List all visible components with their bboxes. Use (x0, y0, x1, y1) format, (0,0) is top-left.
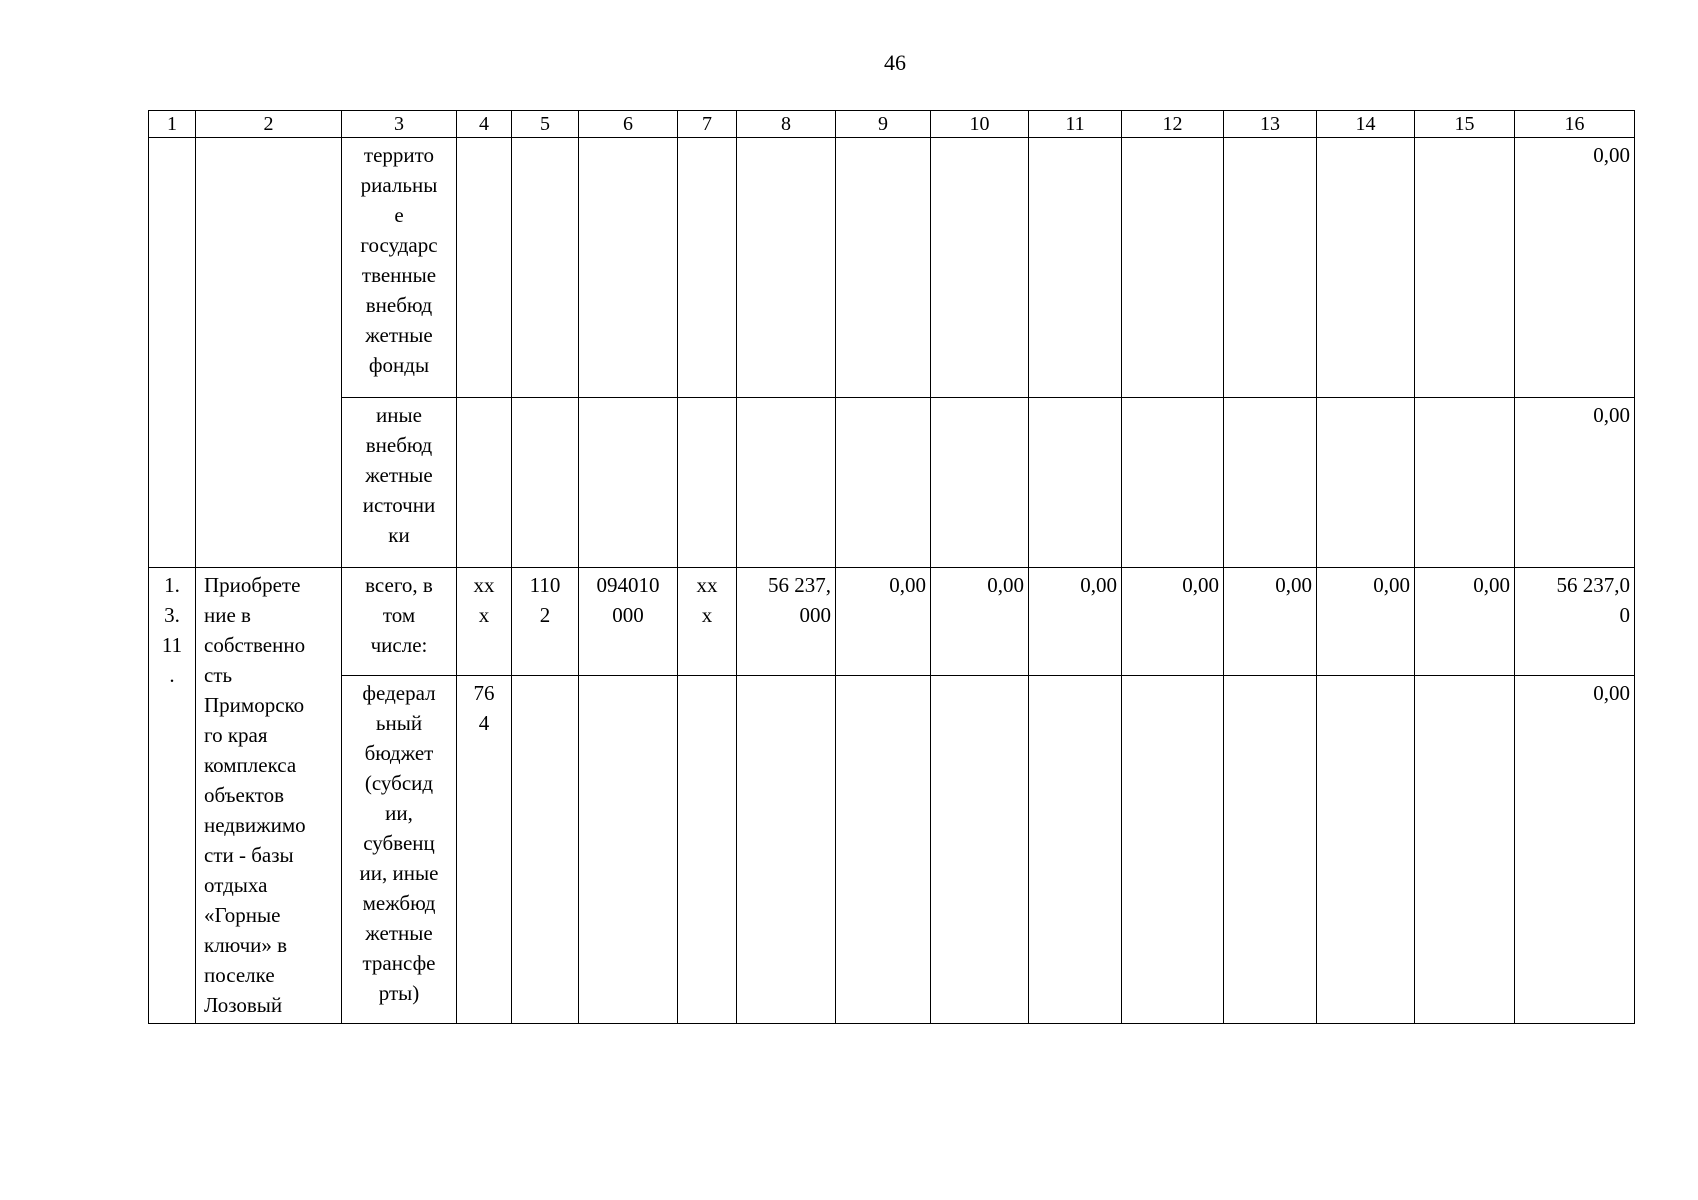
header-cell: 3 (342, 111, 457, 138)
cell-col5: 110 2 (512, 568, 579, 676)
header-cell: 5 (512, 111, 579, 138)
header-cell: 6 (579, 111, 678, 138)
header-cell: 13 (1224, 111, 1317, 138)
header-cell: 2 (196, 111, 342, 138)
cell-col4: хх х (457, 568, 512, 676)
cell-col4: 76 4 (457, 676, 512, 1024)
cell-col15: 0,00 (1415, 568, 1515, 676)
header-cell: 15 (1415, 111, 1515, 138)
header-cell: 11 (1029, 111, 1122, 138)
cell-col14: 0,00 (1317, 568, 1415, 676)
cell-col11: 0,00 (1029, 568, 1122, 676)
cell-col8: 56 237, 000 (737, 568, 836, 676)
table-row (149, 138, 1635, 398)
table-row (149, 568, 1635, 676)
cell-col6: 094010 000 (579, 568, 678, 676)
table-row (149, 676, 1635, 1024)
source-cell: всего, в том числе: (342, 568, 457, 676)
item-name-cell (196, 138, 342, 568)
total-cell: 0,00 (1515, 398, 1635, 568)
cell-col16: 0,00 (1515, 676, 1635, 1024)
cell-col7: хх х (678, 568, 737, 676)
cell-col16: 56 237,0 0 (1515, 568, 1635, 676)
item-number-cell (149, 138, 196, 568)
budget-table (148, 110, 1635, 1024)
cell-col13: 0,00 (1224, 568, 1317, 676)
header-row (149, 111, 1635, 138)
header-cell: 8 (737, 111, 836, 138)
header-cell: 4 (457, 111, 512, 138)
page-number: 46 (884, 50, 906, 75)
header-cell: 14 (1317, 111, 1415, 138)
header-cell: 12 (1122, 111, 1224, 138)
header-cell: 10 (931, 111, 1029, 138)
cell-col10: 0,00 (931, 568, 1029, 676)
header-cell: 7 (678, 111, 737, 138)
cell-col9: 0,00 (836, 568, 931, 676)
table-row (149, 398, 1635, 568)
item-name-cell: Приобрете ние в собственно сть Приморско го края комплекса объектов недвижимо сти - базы отдыха «Горные ключи» в поселке Лозовый (196, 568, 342, 1024)
source-cell: террито риальны е государс твенные внебюд жетные фонды (342, 138, 457, 398)
header-cell: 1 (149, 111, 196, 138)
total-cell: 0,00 (1515, 138, 1635, 398)
cell-col12: 0,00 (1122, 568, 1224, 676)
item-number-cell: 1. 3. 11 . (149, 568, 196, 1024)
header-cell: 16 (1515, 111, 1635, 138)
source-cell: иные внебюд жетные источни ки (342, 398, 457, 568)
header-cell: 9 (836, 111, 931, 138)
source-cell: федерал ьный бюджет (субсид ии, субвенц ии, иные межбюд жетные трансфе рты) (342, 676, 457, 1024)
